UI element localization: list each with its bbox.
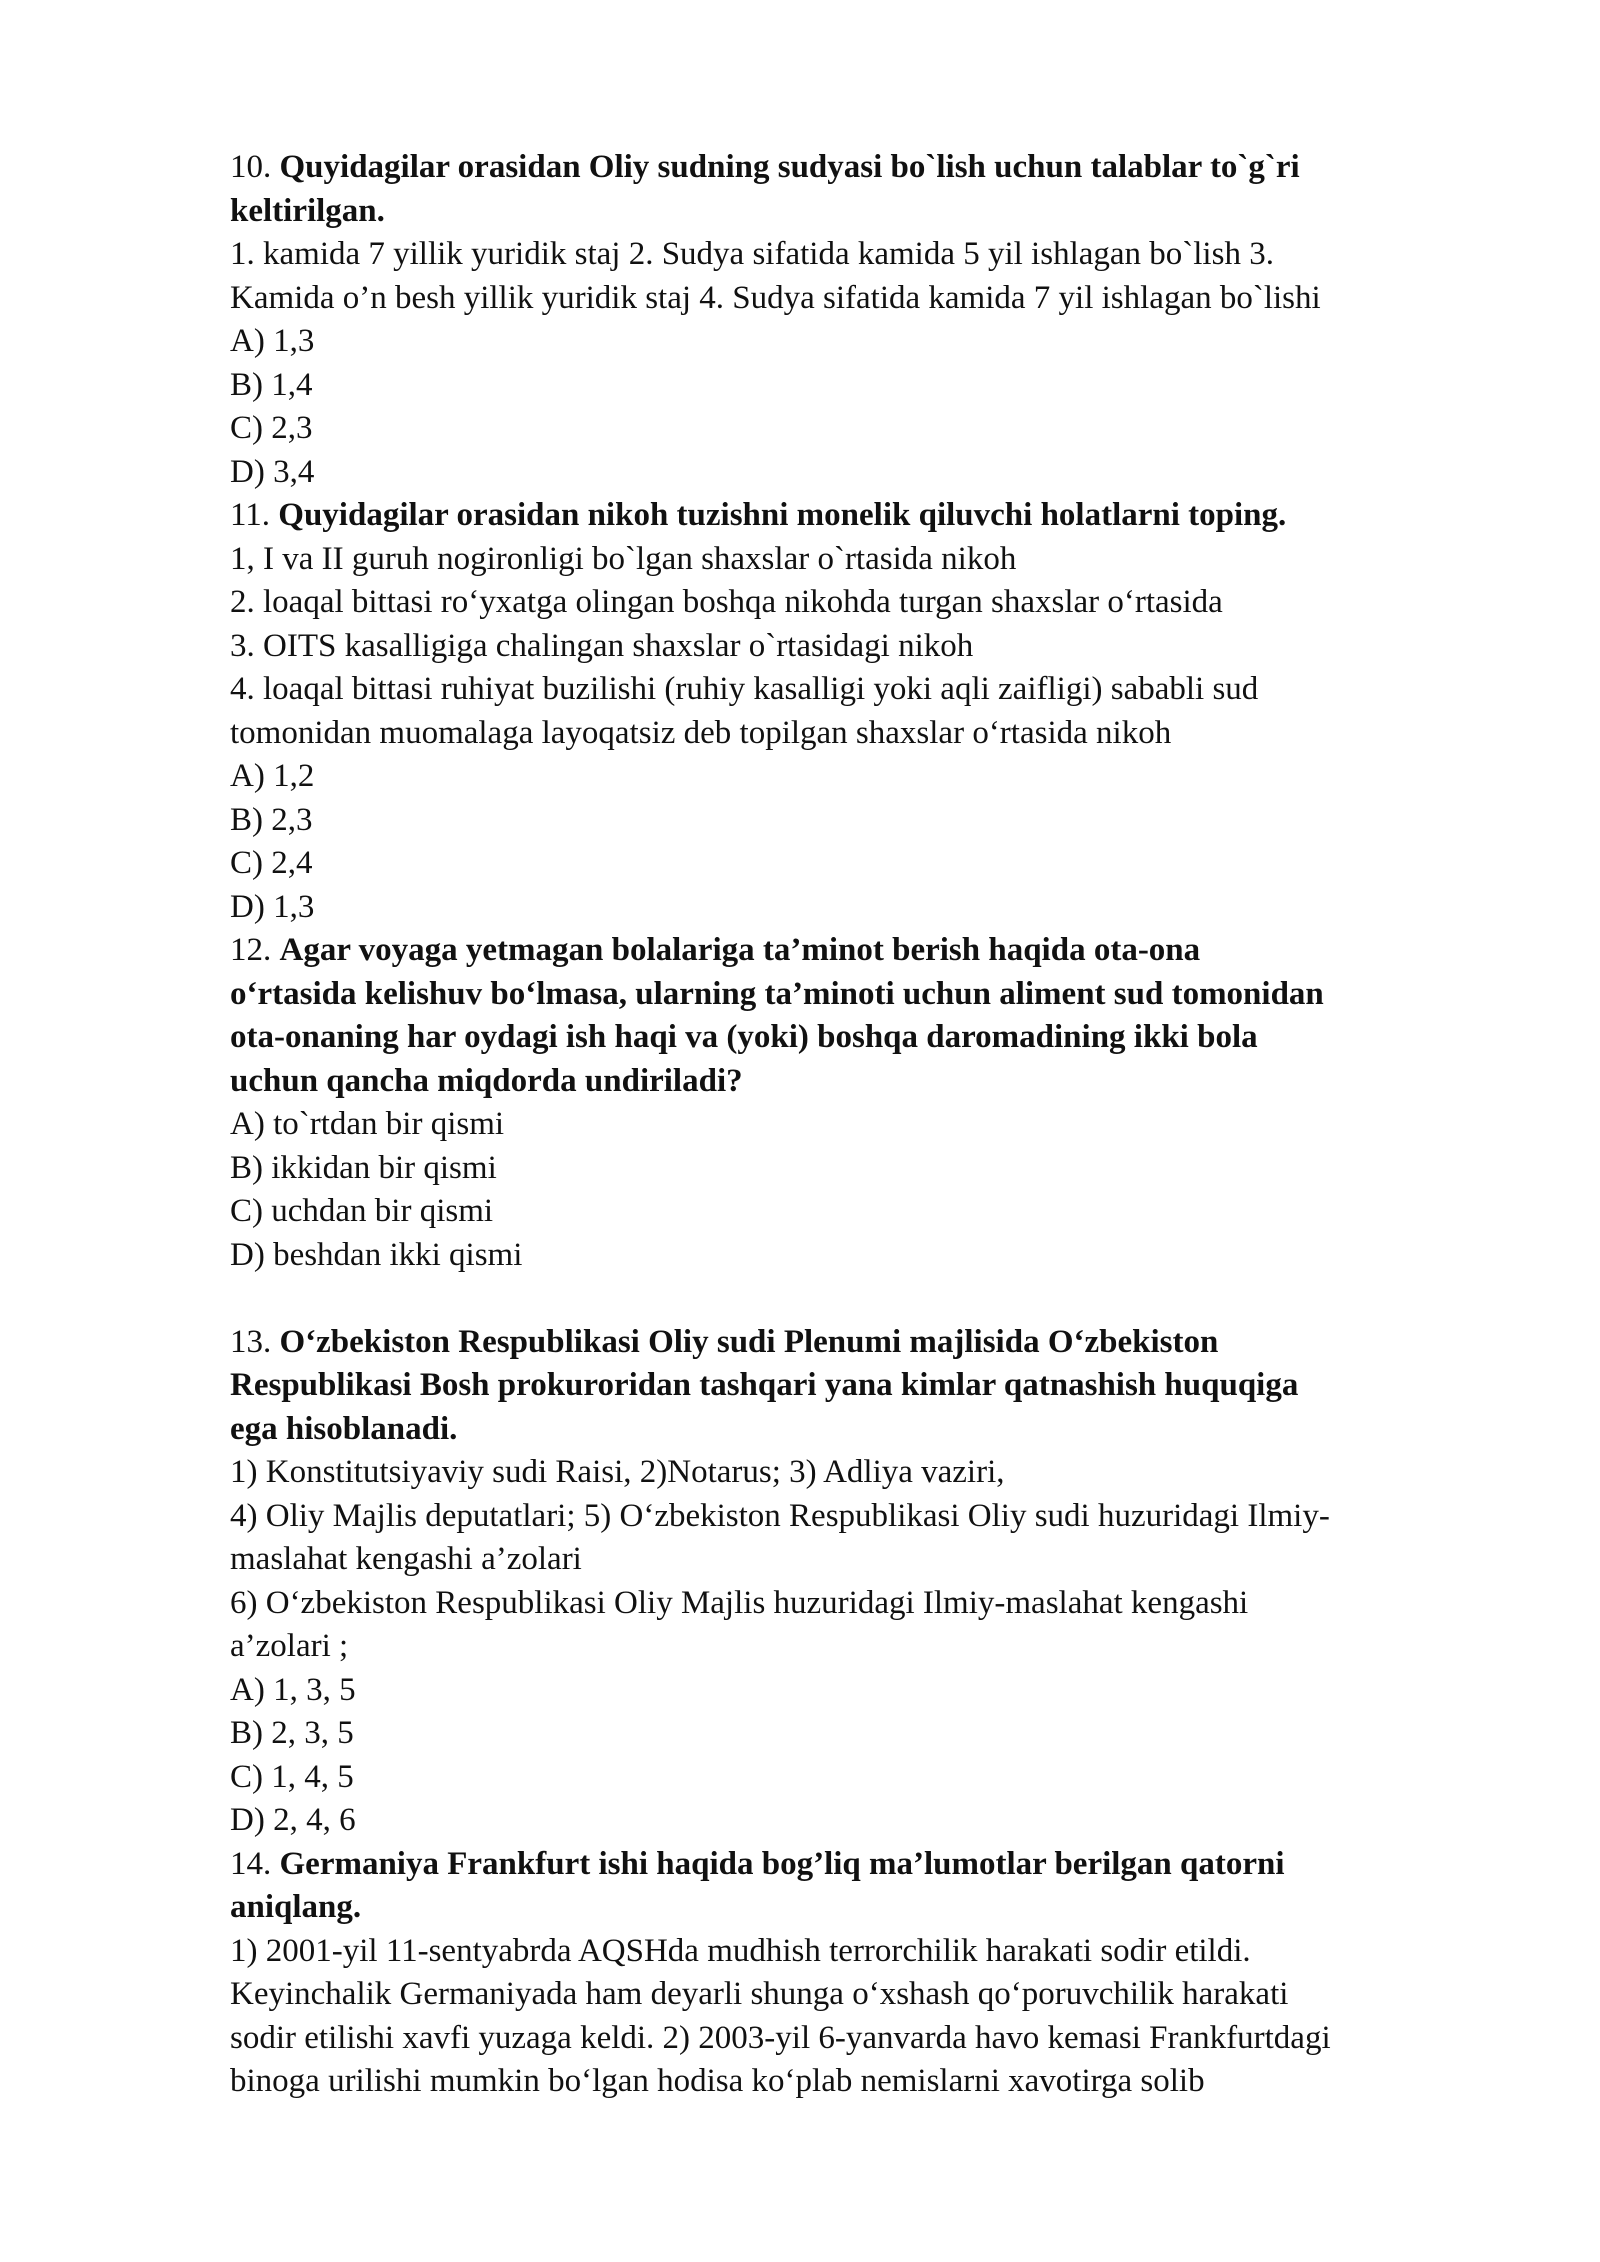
question-title-text: Quyidagilar orasidan nikoh tuzishni monelik qiluvchi holatlarni toping. bbox=[278, 497, 1287, 533]
question-number: 14. bbox=[230, 1845, 272, 1882]
question-body-line: 1) Konstitutsiyaviy sudi Raisi, 2)Notarus; 3) Adliya vaziri, bbox=[230, 1454, 1005, 1490]
question-title-text: ota-onaning har oydagi ish haqi va (yoki) boshqa daromadining ikki bola bbox=[230, 1019, 1258, 1055]
answer-option: A) 1, 3, 5 bbox=[230, 1671, 356, 1708]
question-body-line: 2. loaqal bittasi ro‘yxatga olingan boshqa nikohda turgan shaxslar o‘rtasida bbox=[230, 584, 1223, 620]
answer-option: D) beshdan ikki qismi bbox=[230, 1236, 523, 1273]
question-body-line: tomonidan muomalaga layoqatsiz deb topilgan shaxslar o‘rtasida nikoh bbox=[230, 714, 1172, 751]
question-title-text: uchun qancha miqdorda undiriladi? bbox=[230, 1062, 743, 1099]
answer-option: C) 2,4 bbox=[230, 845, 313, 881]
question-body-line: Keyinchalik Germaniyada ham deyarli shunga o‘xshash qo‘poruvchilik harakati bbox=[230, 1976, 1289, 2012]
answer-option: B) 2, 3, 5 bbox=[230, 1715, 354, 1751]
answer-option: B) 2,3 bbox=[230, 801, 313, 838]
answer-option: A) 1,3 bbox=[230, 323, 315, 359]
question-body-line: a’zolari ; bbox=[230, 1628, 349, 1664]
question-body-line: 4. loaqal bittasi ruhiyat buzilishi (ruhiy kasalligi yoki aqli zaifligi) sababli sud bbox=[230, 671, 1259, 707]
question-title bbox=[230, 494, 1530, 538]
question-number: 10. bbox=[230, 149, 272, 185]
question-title-text: aniqlang. bbox=[230, 1889, 362, 1925]
question-body-line: 6) O‘zbekiston Respublikasi Oliy Majlis huzuridagi Ilmiy-maslahat kengashi bbox=[230, 1584, 1249, 1621]
question-body-line: 1, I va II guruh nogironligi bo`lgan shaxslar o`rtasida nikoh bbox=[230, 540, 1017, 577]
question-title-text: o‘rtasida kelishuv bo‘lmasa, ularning ta’minoti uchun aliment sud tomonidan bbox=[230, 975, 1324, 1012]
question-title bbox=[230, 1843, 1530, 1887]
question-body-line: 1. kamida 7 yillik yuridik staj 2. Sudya sifatida kamida 5 yil ishlagan bo`lish 3. bbox=[230, 236, 1274, 272]
question-title-text: Agar voyaga yetmagan bolalariga ta’minot berish haqida ota-ona bbox=[279, 932, 1201, 968]
question-title bbox=[230, 929, 1530, 973]
question-10 bbox=[230, 146, 1530, 494]
question-title bbox=[230, 1321, 1530, 1365]
question-body-line: maslahat kengashi a’zolari bbox=[230, 1541, 582, 1577]
answer-option: D) 1,3 bbox=[230, 888, 315, 925]
answer-option: D) 3,4 bbox=[230, 453, 315, 490]
answer-option: C) 2,3 bbox=[230, 410, 313, 446]
question-14 bbox=[230, 1843, 1530, 2104]
question-13 bbox=[230, 1321, 1530, 1843]
answer-option: A) to`rtdan bir qismi bbox=[230, 1106, 505, 1142]
question-title-text: O‘zbekiston Respublikasi Oliy sudi Plenumi majlisida O‘zbekiston bbox=[279, 1323, 1219, 1360]
question-title-text: ega hisoblanadi. bbox=[230, 1410, 458, 1447]
question-title-text: Germaniya Frankfurt ishi haqida bog’liq ma’lumotlar berilgan qatorni bbox=[279, 1845, 1285, 1882]
answer-option: B) 1,4 bbox=[230, 366, 313, 403]
question-body-line: 4) Oliy Majlis deputatlari; 5) O‘zbekiston Respublikasi Oliy sudi huzuridagi Ilmiy- bbox=[230, 1497, 1330, 1534]
question-number: 13. bbox=[230, 1323, 272, 1360]
document-page bbox=[230, 146, 1530, 2104]
question-title-text: Quyidagilar orasidan Oliy sudning sudyasi bo`lish uchun talablar to`g`ri bbox=[279, 149, 1300, 185]
answer-option: B) ikkidan bir qismi bbox=[230, 1149, 497, 1186]
answer-option: C) 1, 4, 5 bbox=[230, 1758, 354, 1795]
question-number: 12. bbox=[230, 932, 272, 968]
question-body-line: binoga urilishi mumkin bo‘lgan hodisa ko‘plab nemislarni xavotirga solib bbox=[230, 2063, 1205, 2099]
question-12 bbox=[230, 929, 1530, 1277]
question-title-text: keltirilgan. bbox=[230, 192, 385, 229]
question-title-text: Respublikasi Bosh prokuroridan tashqari yana kimlar qatnashish huquqiga bbox=[230, 1367, 1299, 1403]
question-body-line: 1) 2001-yil 11-sentyabrda AQSHda mudhish terrorchilik harakati sodir etildi. bbox=[230, 1932, 1251, 1969]
answer-option: C) uchdan bir qismi bbox=[230, 1193, 494, 1229]
question-number: 11. bbox=[230, 497, 271, 533]
question-body-line: 3. OITS kasalligiga chalingan shaxslar o`rtasidagi nikoh bbox=[230, 627, 974, 664]
question-11 bbox=[230, 494, 1530, 929]
question-body-line: sodir etilishi xavfi yuzaga keldi. 2) 2003-yil 6-yanvarda havo kemasi Frankfurtdagi bbox=[230, 2019, 1331, 2056]
answer-option: A) 1,2 bbox=[230, 758, 315, 794]
blank-line bbox=[230, 1277, 1530, 1321]
question-title bbox=[230, 146, 1530, 190]
answer-option: D) 2, 4, 6 bbox=[230, 1802, 356, 1838]
question-body-line: Kamida o’n besh yillik yuridik staj 4. Sudya sifatida kamida 7 yil ishlagan bo`lishi bbox=[230, 279, 1321, 316]
